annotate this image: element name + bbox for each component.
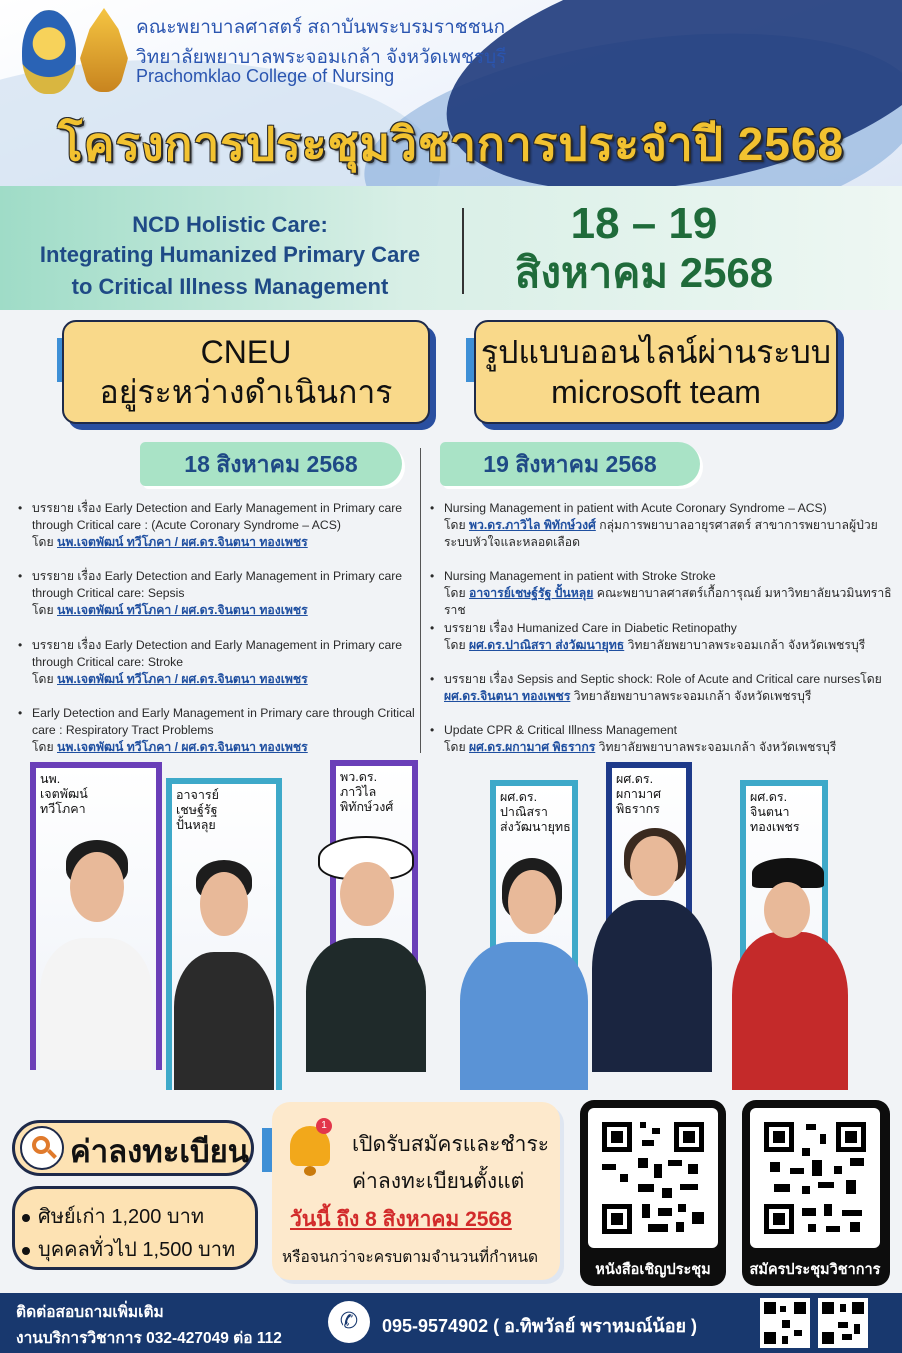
session-item: [18, 705, 416, 756]
session-by: โดย: [444, 586, 466, 600]
speaker-card: [30, 762, 162, 1070]
bell-icon: [284, 1118, 336, 1178]
qr-code-graphic: [588, 1108, 718, 1248]
bullet-icon: •: [430, 723, 435, 737]
speaker-face: [200, 872, 248, 936]
session-affiliation: กลุ่มการพยาบาลอายุรศาสตร์ สาขาการพยาบาลผู้ป่วยระบบหัวใจและหลอดเลือด: [444, 518, 878, 549]
session-item: [18, 637, 412, 688]
session-by: โดย: [860, 672, 882, 686]
fee-item-text: บุคคลทั่วไป 1,500 บาท: [38, 1239, 236, 1261]
session-speakers: อาจารย์เชษฐ์รัฐ ปั้นหลุย: [469, 586, 594, 600]
theme-line-3: to Critical Illness Management: [71, 274, 389, 299]
speaker-face: [508, 870, 556, 934]
speaker-name: อาจารย์ เชษฐ์รัฐ ปั้นหลุย: [176, 788, 219, 832]
qr-card-invitation[interactable]: [580, 1100, 726, 1286]
accent-tab: [262, 1128, 272, 1172]
phone-contact[interactable]: 095-9574902 ( อ.ทิพวัลย์ พราหมณ์น้อย ): [382, 1316, 698, 1336]
fee-item: [22, 1233, 235, 1265]
contact-label: ติดต่อสอบถามเพิ่มเติม: [16, 1304, 164, 1321]
session-item: [430, 620, 894, 654]
session-speakers: นพ.เจตพัฒน์ ทวีโภคา / ผศ.ดร.จินตนา ทองเพชร: [57, 740, 308, 754]
session-title: บรรยาย เรื่อง Early Detection and Early Management in Primary care through Critical care: Stroke: [32, 638, 403, 669]
session-speakers: ผศ.ดร.ปาณิสรา ส่งวัฒนายุทธ: [469, 638, 625, 652]
bullet-icon: •: [18, 638, 23, 652]
org-name-thai: คณะพยาบาลศาสตร์ สถาบันพระบรมราชชนก: [136, 17, 506, 38]
bullet-icon: •: [18, 706, 23, 720]
cneu-box: [62, 320, 430, 424]
qr-label: หนังสือเชิญประชุม: [595, 1262, 711, 1278]
registration-line2: ค่าลงทะเบียนตั้งแต่: [352, 1170, 525, 1193]
session-by: โดย: [444, 638, 466, 652]
header-banner: [0, 0, 902, 186]
speaker-photo: [40, 938, 152, 1070]
bullet-icon: [22, 1214, 30, 1222]
qr-card-register[interactable]: [742, 1100, 890, 1286]
speaker-photo: [592, 900, 712, 1072]
online-format-line1: รูปแบบออนไลน์ผ่านระบบ: [480, 334, 832, 370]
session-speakers: นพ.เจตพัฒน์ ทวีโภคา / ผศ.ดร.จินตนา ทองเพชร: [57, 603, 308, 617]
registration-line1: เปิดรับสมัครและชำระ: [352, 1133, 550, 1156]
bullet-icon: •: [430, 672, 435, 686]
mini-qr-graphic: [818, 1298, 868, 1348]
qr-label: สมัครประชุมวิชาการ: [749, 1262, 881, 1278]
speaker-card: [740, 780, 828, 1090]
session-title: Update CPR & Critical Illness Management: [444, 723, 678, 737]
qr-code-icon[interactable]: [588, 1108, 718, 1248]
session-speakers: นพ.เจตพัฒน์ ทวีโภคา / ผศ.ดร.จินตนา ทองเพชร: [57, 535, 308, 549]
bullet-icon: •: [430, 501, 435, 515]
mini-qr-icon[interactable]: [760, 1298, 810, 1348]
session-title: Nursing Management in patient with Acute Coronary Syndrome – ACS): [444, 501, 827, 515]
theme-line-2: Integrating Humanized Primary Care: [39, 242, 421, 267]
session-item: [430, 671, 894, 705]
fee-item: [22, 1200, 204, 1232]
speaker-name: ผศ.ดร. ผกามาศ พิธรากร: [616, 772, 662, 816]
cneu-status: อยู่ระหว่างดำเนินการ: [99, 374, 393, 410]
session-title: Early Detection and Early Management in Primary care through Critical care : Respiratory Tract Problems: [32, 706, 415, 737]
session-affiliation: คณะพยาบาลศาสตร์เกื้อการุณย์ มหาวิทยาลัยนวมินทราธิราช: [444, 586, 892, 617]
registration-deadline: วันนี้ ถึง 8 สิงหาคม 2568: [290, 1208, 512, 1231]
online-format-box: [474, 320, 838, 424]
qr-code-icon[interactable]: [750, 1108, 880, 1248]
session-by: โดย: [32, 603, 54, 617]
event-date-month: สิงหาคม 2568: [514, 249, 774, 296]
speaker-card: [166, 778, 282, 1090]
cneu-title: CNEU: [200, 334, 292, 370]
speaker-card: [490, 780, 578, 1090]
online-format-line2: microsoft team: [551, 374, 761, 410]
speaker-name: นพ. เจตพัฒน์ ทวีโภคา: [40, 772, 88, 816]
session-affiliation: วิทยาลัยพยาบาลพระจอมเกล้า จังหวัดเพชรบุรี: [595, 740, 837, 754]
session-affiliation: วิทยาลัยพยาบาลพระจอมเกล้า จังหวัดเพชรบุรี: [570, 689, 812, 703]
speaker-photo: [174, 952, 274, 1090]
session-item: [18, 568, 412, 619]
qr-code-graphic: [750, 1108, 880, 1248]
session-speakers: นพ.เจตพัฒน์ ทวีโภคา / ผศ.ดร.จินตนา ทองเพชร: [57, 672, 308, 686]
speaker-face: [630, 836, 678, 896]
phone-icon[interactable]: ✆: [328, 1301, 370, 1343]
college-name-english: Prachomklao College of Nursing: [136, 66, 395, 86]
session-item: [430, 500, 894, 551]
session-by: โดย: [444, 740, 466, 754]
bullet-icon: •: [18, 501, 23, 515]
registration-note: หรือจนกว่าจะครบตามจำนวนที่กำหนด: [282, 1249, 539, 1266]
notification-badge: 1: [316, 1118, 332, 1134]
speaker-name: พว.ดร. ภาวิไล พิทักษ์วงศ์: [340, 770, 394, 814]
session-title: บรรยาย เรื่อง Early Detection and Early Management in Primary care through Critical care: Sepsis: [32, 569, 403, 600]
session-by: โดย: [32, 672, 54, 686]
day2-label: 19 สิงหาคม 2568: [440, 442, 700, 486]
speaker-photo: [460, 942, 588, 1090]
session-by: โดย: [444, 518, 466, 532]
royal-emblem-logo: [80, 8, 128, 92]
speaker-name: ผศ.ดร. จินตนา ทองเพชร: [750, 790, 800, 834]
fee-title: ค่าลงทะเบียน: [70, 1134, 249, 1169]
session-speakers: พว.ดร.ภาวิไล พิทักษ์วงศ์: [469, 518, 596, 532]
project-title: โครงการประชุมวิชาการประจำปี 2568: [57, 118, 845, 170]
college-name-thai: วิทยาลัยพยาบาลพระจอมเกล้า จังหวัดเพชรบุรี: [136, 47, 507, 68]
speaker-face: [70, 852, 124, 922]
session-by: โดย: [32, 535, 54, 549]
session-title: บรรยาย เรื่อง Early Detection and Early Management in Primary care through Critical care : (Acute Coronary Syndrome – ACS): [32, 501, 403, 532]
session-speakers: ผศ.ดร.จินตนา ทองเพชร: [444, 689, 571, 703]
speaker-face: [340, 862, 394, 926]
speaker-face: [764, 882, 810, 938]
session-affiliation: วิทยาลัยพยาบาลพระจอมเกล้า จังหวัดเพชรบุรี: [624, 638, 866, 652]
theme-divider: [462, 208, 464, 294]
column-divider: [420, 448, 421, 753]
session-by: โดย: [32, 740, 54, 754]
bullet-icon: •: [430, 621, 435, 635]
session-item: [18, 500, 412, 551]
speaker-photo: [732, 932, 848, 1090]
event-date-range: 18 – 19: [570, 199, 718, 248]
fee-item-text: ศิษย์เก่า 1,200 บาท: [38, 1206, 205, 1228]
mini-qr-graphic: [760, 1298, 810, 1348]
session-title: Nursing Management in patient with Stroke Stroke: [444, 569, 716, 583]
session-title: บรรยาย เรื่อง Humanized Care in Diabetic Retinopathy: [444, 621, 737, 635]
day1-label: 18 สิงหาคม 2568: [140, 442, 402, 486]
mini-qr-icon[interactable]: [818, 1298, 868, 1348]
session-speakers: ผศ.ดร.ผกามาศ พิธรากร: [469, 740, 596, 754]
speaker-name: ผศ.ดร. ปาณิสรา ส่งวัฒนายุทธ: [500, 790, 571, 834]
search-icon: [20, 1126, 64, 1170]
theme-line-1: NCD Holistic Care:: [132, 212, 328, 237]
speaker-photo: [306, 938, 426, 1072]
contact-service-line: งานบริการวิชาการ 032-427049 ต่อ 112: [16, 1330, 282, 1347]
session-item: [430, 722, 894, 756]
speaker-card: [606, 762, 692, 1072]
session-item: [430, 568, 894, 619]
bullet-icon: •: [430, 569, 435, 583]
bullet-icon: •: [18, 569, 23, 583]
speaker-card: [330, 760, 418, 1072]
institute-logo: [22, 10, 76, 94]
bullet-icon: [22, 1247, 30, 1255]
session-title: บรรยาย เรื่อง Sepsis and Septic shock: Role of Acute and Critical care nurses: [444, 672, 861, 686]
